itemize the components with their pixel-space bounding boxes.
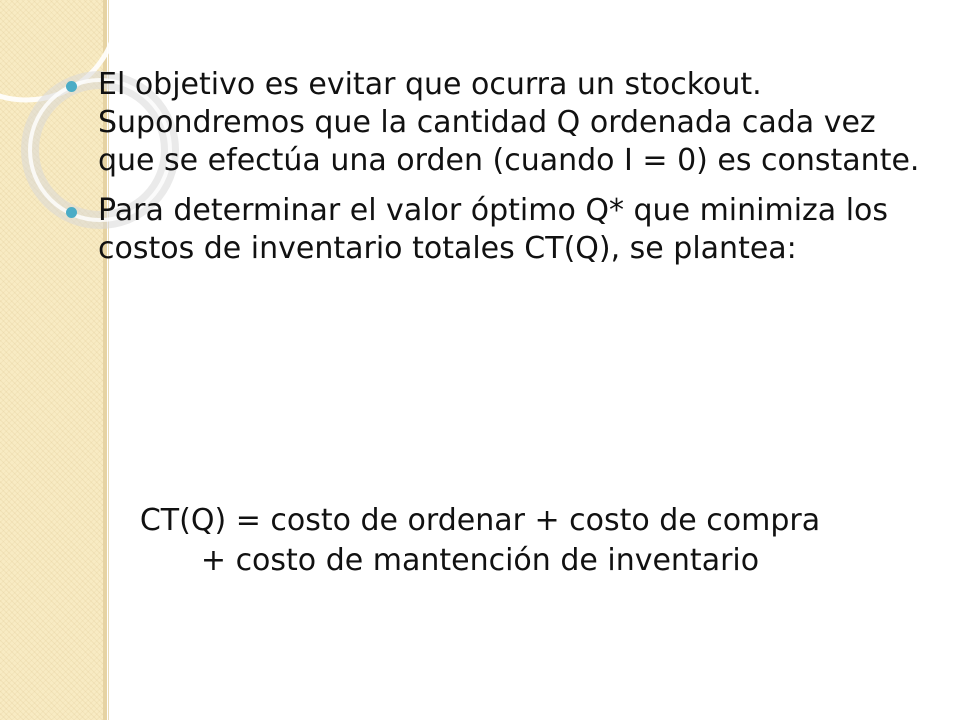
formula-line-1: CT(Q) = costo de ordenar + costo de compra bbox=[139, 503, 821, 538]
bullet-dot-icon bbox=[66, 207, 77, 218]
bullet-item bbox=[64, 66, 924, 180]
bullet-item bbox=[64, 192, 924, 268]
bullet-list bbox=[64, 66, 924, 268]
slide-content bbox=[64, 66, 924, 280]
cost-formula bbox=[40, 501, 920, 581]
bullet-dot-icon bbox=[66, 81, 77, 92]
formula-line-2: + costo de mantención de inventario bbox=[200, 543, 760, 578]
bullet-text: Para determinar el valor óptimo Q* que minimiza los costos de inventario totales CT(Q), se plantea: bbox=[98, 193, 889, 266]
bullet-text: El objetivo es evitar que ocurra un stockout. Supondremos que la cantidad Q ordenada cada vez que se efectúa una orden (cuando I = 0) es constante. bbox=[98, 67, 920, 178]
